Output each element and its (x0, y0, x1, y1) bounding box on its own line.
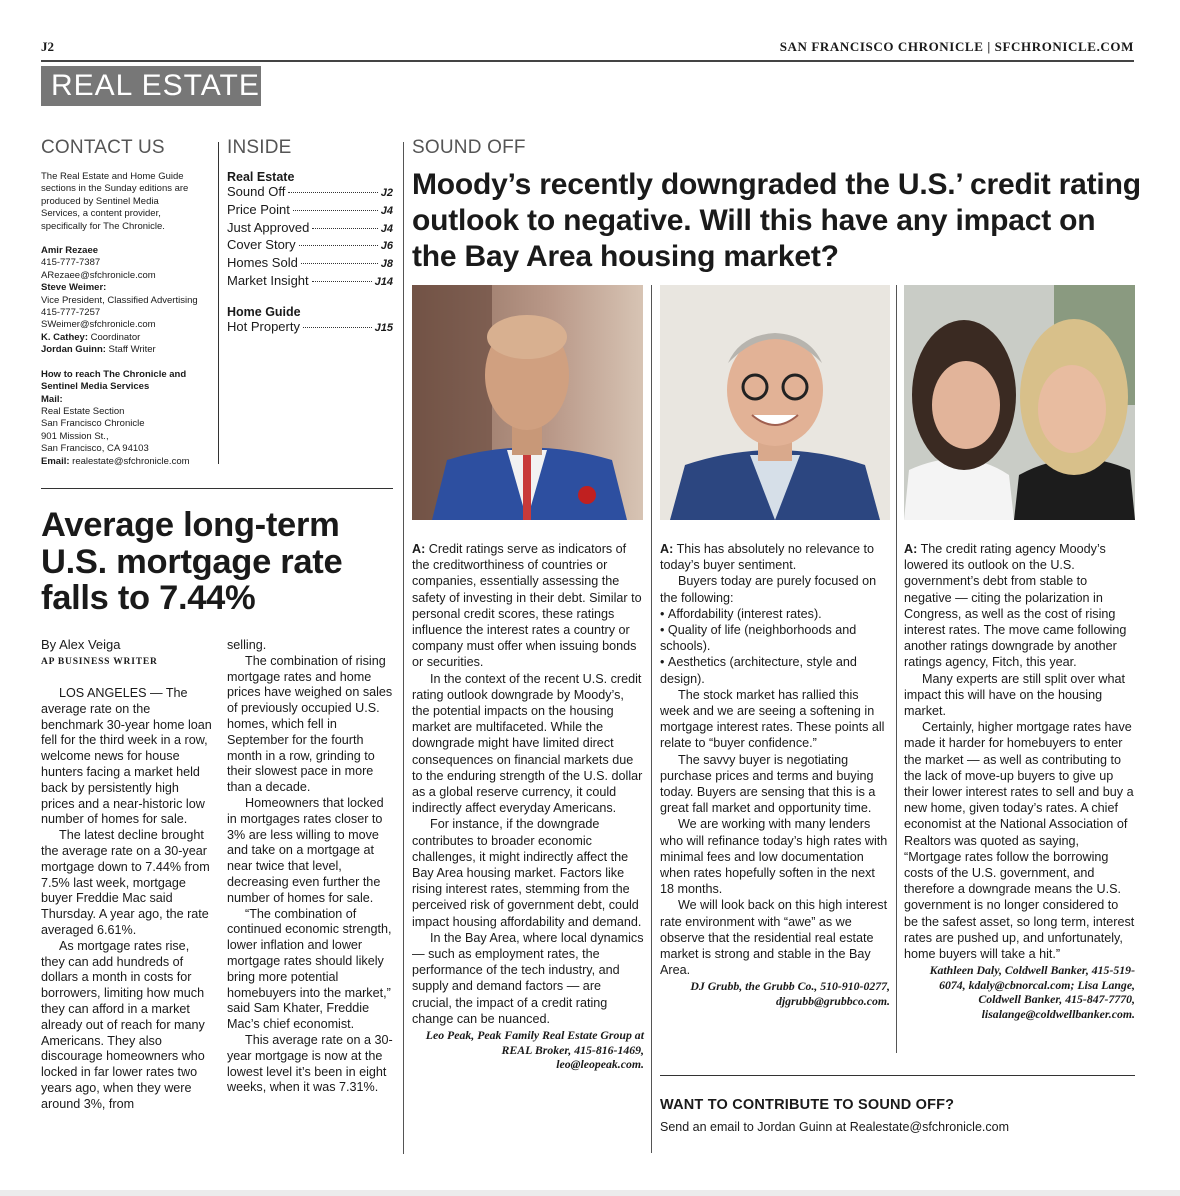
soundoff-question: Moody’s recently downgraded the U.S.’ credit rating outlook to negative. Will this have any impact on the Bay Area housing market? (412, 168, 1141, 273)
answer-text: We are working with many lenders who will refinance today’s high rates with minimal fees and low documentation when rates hopefully soften in the next 18 months. (660, 817, 888, 897)
contact-name: Steve Weimer: (41, 282, 107, 294)
story-paragraph: The combination of rising mortgage rates and home prices have weighed on sales of previously occupied U.S. homes, which fell in September for the fourth month in a row, grinding to their slowest pace in more than a decade. (227, 653, 393, 795)
toc-leader (299, 245, 378, 246)
answer-label: A: (660, 542, 674, 556)
reach-title-2: Sentinel Media Services (41, 381, 150, 393)
reach-title-1: How to reach The Chronicle and (41, 368, 187, 380)
address-line: 901 Mission St., (41, 430, 109, 442)
contact-intro-2: sections in the Sunday editions are (41, 183, 189, 195)
toc-label: Market Insight (227, 272, 309, 288)
contact-intro-1: The Real Estate and Home Guide (41, 171, 184, 182)
toc-item[interactable] (227, 319, 393, 337)
contribute-rule (660, 1075, 1135, 1076)
address-line: San Francisco Chronicle (41, 418, 145, 430)
soundoff-label: SOUND OFF (412, 137, 526, 158)
coordinator-role: Coordinator (87, 331, 141, 343)
contact-block (41, 171, 211, 468)
answer-text: In the context of the recent U.S. credit rating outlook downgrade by Moody’s, the potential impacts on the housing market are multifaceted. While the downgrade might have limited direct consequences on financial markets due to the enduring strength of the U.S. dollar as a global reserve currency, it could indirectly affect everyday Americans. (412, 671, 643, 816)
toc-page: J6 (380, 240, 393, 253)
bullet-item: Aesthetics (architecture, style and design). (660, 655, 857, 686)
contact-title-line: Vice President, Classified Advertising (41, 294, 198, 306)
contribute-text[interactable]: Send an email to Jordan Guinn at Realestate@sfchronicle.com (660, 1120, 1009, 1134)
story-headline: Average long-term U.S. mortgage rate falls to 7.44% (41, 506, 343, 617)
answer-text: Buyers today are purely focused on the following: (660, 574, 877, 605)
answer-column-1 (412, 541, 644, 1072)
contact-email[interactable]: ARezaee@sfchronicle.com (41, 269, 156, 281)
toc-leader (288, 192, 377, 193)
story-column-1 (41, 686, 213, 1113)
story-paragraph: LOS ANGELES — The average rate on the benchmark 30-year home loan fell for the third week in a row, welcome news for house hunters facing a market held back by persistently high prices and a near-historic low number of homes for sale. (41, 686, 212, 827)
contact-intro-5: specifically for The Chronicle. (41, 220, 165, 232)
answer-text: Many experts are still split over what impact this will have on the housing market. (904, 671, 1125, 719)
toc-page: J15 (374, 321, 393, 334)
contact-phone: 415-777-7257 (41, 307, 101, 319)
photo-dj-grubb (660, 285, 890, 520)
toc-label: Just Approved (227, 219, 310, 235)
column-rule (403, 142, 404, 1154)
answer-text: The credit rating agency Moody’s lowered its outlook on the U.S. government’s debt from stable to negative — citing the polarization in Congress, as well as the cost of rising interest rates. The move came following another ratings downgrade by another ratings agency, Fitch, this year. (904, 542, 1127, 670)
toc-leader (293, 210, 378, 211)
toc-item[interactable] (227, 237, 393, 255)
answer-text: For instance, if the downgrade contributes to broader economic challenges, it might indirectly affect the Bay Area housing market. Factors like rising interest rates, stemming from the perceived risk of government debt, could impact housing affordability and demand. (412, 817, 642, 929)
contact-email[interactable]: SWeimer@sfchronicle.com (41, 319, 156, 331)
toc-leader (301, 263, 378, 264)
bullet-item: Affordability (interest rates). (667, 606, 822, 621)
answer-text: In the Bay Area, where local dynamics — such as employment rates, the performance of the tech industry, and supply and demand factors — are crucial, the impact of a credit rating change can be nuanced. (412, 930, 644, 1026)
page-folio: J2 (41, 39, 54, 54)
column-rule (651, 285, 652, 1153)
story-byline: By Alex Veiga (41, 637, 121, 652)
toc-page: J8 (380, 258, 393, 271)
writer-role: Staff Writer (105, 344, 156, 356)
toc-item[interactable] (227, 255, 393, 273)
contact-title: CONTACT US (41, 137, 165, 158)
answer-text: This has absolutely no relevance to today’s buyer sentiment. (660, 542, 874, 573)
toc-label: Homes Sold (227, 255, 298, 271)
answer-column-3 (904, 541, 1135, 1022)
toc-category: Real Estate (227, 170, 295, 184)
toc-label: Hot Property (227, 318, 300, 334)
answer-signature: DJ Grubb, the Grubb Co., 510-910-0277, djgrubb@grubbco.com. (690, 979, 890, 1009)
answer-column-2: A: This has absolutely no relevance to today’s buyer sentiment. Buyers today are purely focused on the following: • Affordability (interest rates). • Quality of life (neighborhoods and schools). • Aesthetics (architecture, style and design). The stock market has rallied this week and we are seeing a softening in mortgage interest rates. These points all relate to “buyer confidence.” The savvy buyer is negotiating purchase prices and terms and buying today. Buyers are sensing that this is a great fall market and opportunity time. We are working with many lenders who will refinance today’s high rates with minimal fees and low documentation when rates hopefully soften in the next 18 months. We will look back on this high interest rate environment with “awe” as we observe that the residential real estate market is strong and stable in the Bay Area. DJ Grubb, the Grubb Co., 510-910-0277, djgrubb@grubbco.com. (660, 542, 890, 1009)
toc-item[interactable] (227, 220, 393, 238)
toc-page: J2 (380, 187, 393, 199)
bullet-item: Quality of life (neighborhoods and schools). (660, 623, 857, 654)
toc-leader (312, 228, 377, 229)
toc-label: Sound Off (227, 184, 286, 199)
toc-page: J4 (380, 204, 393, 217)
story-paragraph: Homeowners that locked in mortgages rates closer to 3% are less willing to move and take on a mortgage at near twice that level, decreasing even further the number of homes for sale. (227, 795, 384, 905)
toc-item[interactable] (227, 184, 393, 202)
email-label: Email: (41, 455, 70, 467)
toc-item[interactable] (227, 202, 393, 220)
portrait-photo (412, 285, 643, 520)
section-divider (41, 488, 393, 489)
portrait-photo (660, 285, 890, 520)
contact-intro-4: Services, a content provider, (41, 208, 161, 220)
story-column-2 (227, 638, 393, 1096)
photo-leo-peak (412, 285, 643, 520)
story-paragraph: This average rate on a 30-year mortgage is now at the lowest level it’s been in eight weeks, when it was 7.31%. (227, 1032, 393, 1095)
toc-item[interactable] (227, 273, 393, 291)
answer-text: We will look back on this high interest rate environment with “awe” as we observe that the residential real estate market is strong and stable in the Bay Area. (660, 898, 888, 978)
top-rule (41, 60, 1134, 62)
contact-name: Amir Rezaee (41, 245, 99, 257)
inside-title: INSIDE (227, 137, 292, 158)
section-title: REAL ESTATE (41, 66, 261, 106)
answer-signature: Kathleen Daly, Coldwell Banker, 415-519-6074, kdaly@cbnorcal.com; Lisa Lange, Coldwell Banker, 415-847-7770, lisalange@coldwellbanker.com. (929, 963, 1135, 1022)
answer-text: The stock market has rallied this week and we are seeing a softening in mortgage interest rates. These points all relate to “buyer confidence.” (660, 687, 885, 751)
story-byline-role: AP BUSINESS WRITER (41, 657, 158, 667)
answer-text: Credit ratings serve as indicators of the creditworthiness of countries or companies, essentially assessing the safety of investing in their debt. Similar to personal credit scores, these ratings influence the interest rates a country or company must offer when issuing bonds or securities. (412, 542, 642, 670)
answer-text: Certainly, higher mortgage rates have made it harder for homebuyers to enter the market — as well as contributing to the lack of move-up buyers to give up their lower interest rates to sell and buy a new home, given today’s rates. A chief economist at the National Association of Realtors was quoted as saying, “Mortgage rates follow the borrowing costs of the U.S. government, and therefore a downgrade means the U.S. government is no longer considered to be the safest asset, so long term, interest rates are pushed up, and unfortunately, home buyers will take a hit.” (904, 720, 1135, 962)
contact-intro-3: produced by Sentinel Media (41, 195, 159, 207)
writer-name: Jordan Guinn: (41, 344, 106, 356)
toc-leader (303, 327, 372, 328)
mail-label: Mail: (41, 393, 63, 405)
story-paragraph: As mortgage rates rise, they can add hundreds of dollars a month in costs for borrowers, limiting how much they can afford in a market already out of reach for many Americans. They also discourage homeowners who locked in far lower rates two years ago, when they were around 3%, from (41, 938, 205, 1111)
toc-label: Price Point (227, 201, 290, 217)
story-paragraph: selling. (227, 638, 267, 652)
toc-page: J14 (374, 275, 393, 288)
coordinator-name: K. Cathey: (41, 331, 88, 343)
column-rule (218, 142, 219, 464)
contact-phone: 415-777-7387 (41, 257, 101, 269)
address-line: Real Estate Section (41, 405, 125, 417)
contribute-title: WANT TO CONTRIBUTE TO SOUND OFF? (660, 1097, 955, 1113)
toc-page: J4 (380, 222, 393, 235)
answer-signature: Leo Peak, Peak Family Real Estate Group at REAL Broker, 415-816-1469, leo@leopeak.com. (425, 1028, 644, 1072)
masthead: SAN FRANCISCO CHRONICLE | SFCHRONICLE.COM (779, 39, 1134, 54)
story-paragraph: The latest decline brought the average rate on a 30-year mortgage down to 7.44% from 7.5% last week, mortgage buyer Freddie Mac said Thursday. A year ago, the rate averaged 6.61%. (41, 828, 210, 937)
answer-label: A: (904, 542, 918, 556)
toc-leader (312, 281, 372, 282)
inside-toc (227, 168, 393, 337)
section-email[interactable]: realestate@sfchronicle.com (69, 455, 190, 467)
portrait-photo (904, 285, 1135, 520)
answer-label: A: (412, 542, 426, 556)
answer-text: The savvy buyer is negotiating purchase prices and terms and buying today. Buyers are sensing that this is a great fall market and opportunity time. (660, 752, 876, 816)
toc-category: Home Guide (227, 304, 301, 319)
photo-daly-lange (904, 285, 1135, 520)
address-line: San Francisco, CA 94103 (41, 443, 149, 455)
story-paragraph: “The combination of continued economic strength, lower inflation and lower mortgage rates should likely bring more potential homebuyers into the market,” said Sam Khater, Freddie Mac’s chief economist. (227, 906, 392, 1032)
column-rule (896, 285, 897, 1053)
toc-label: Cover Story (227, 237, 296, 253)
